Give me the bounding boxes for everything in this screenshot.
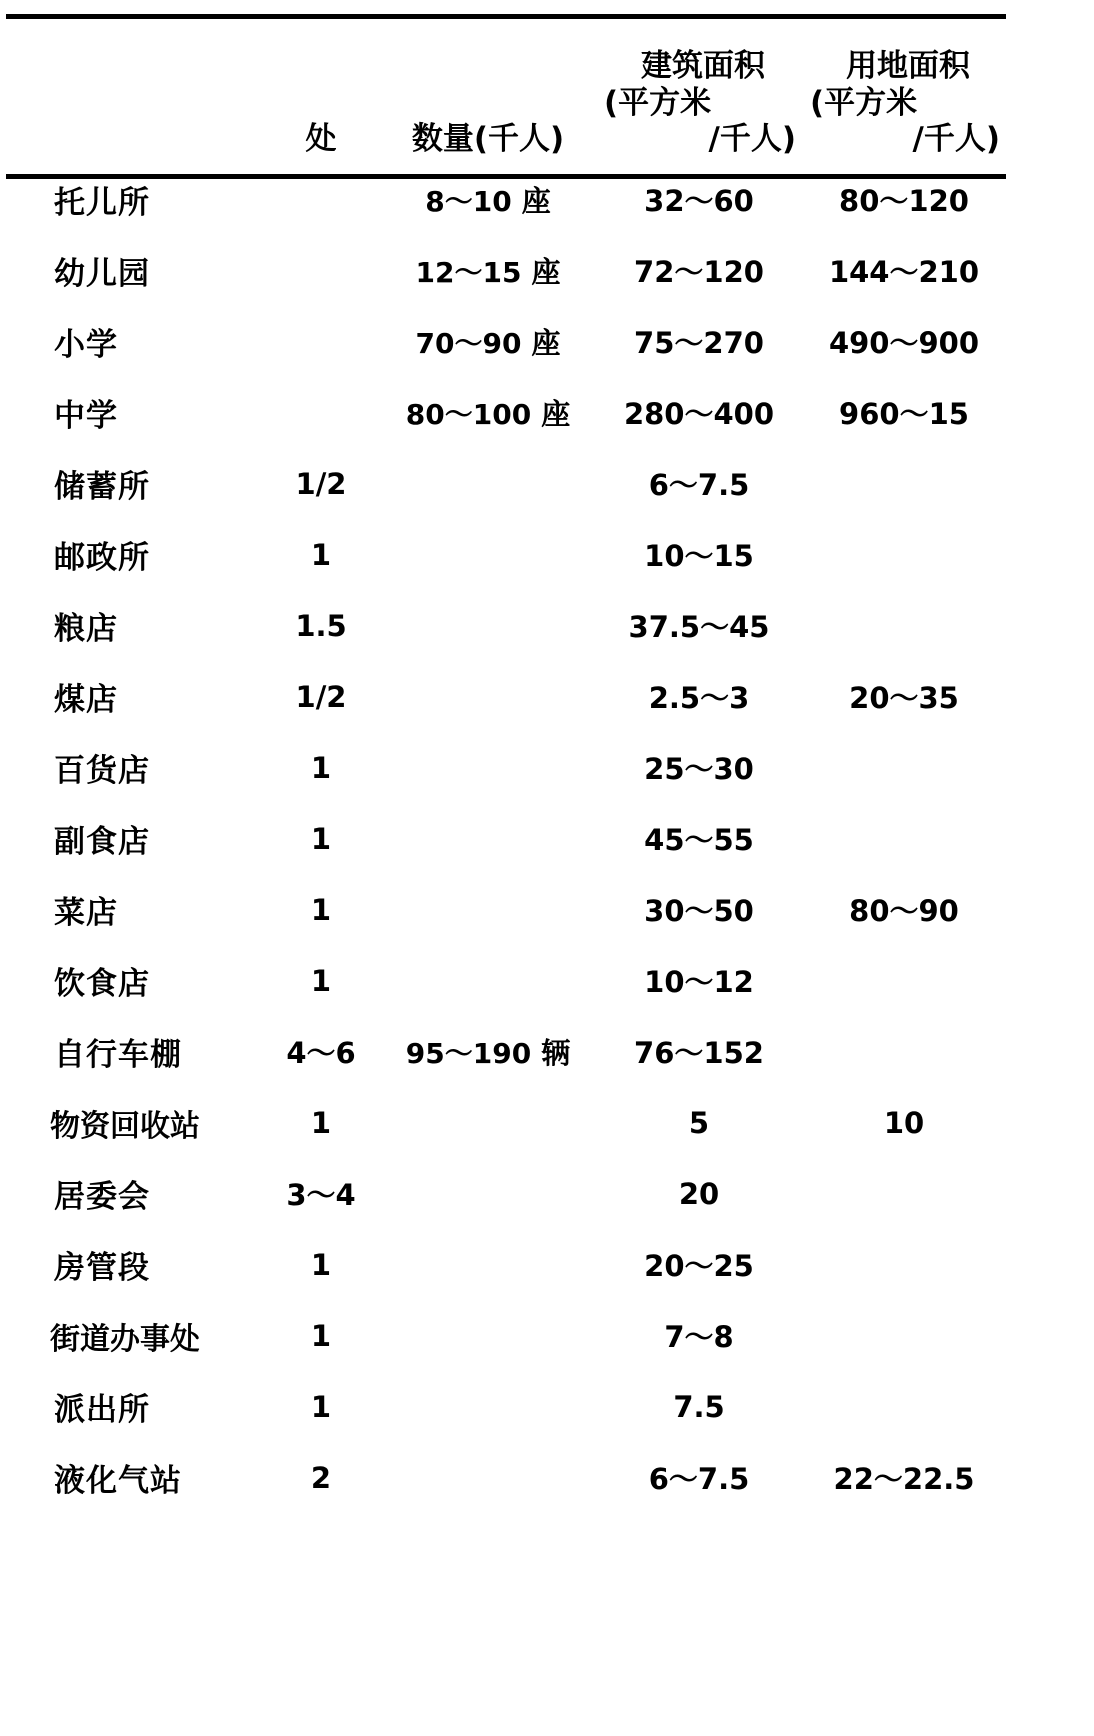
column-header-land-area-line3: /千人) [912,121,1000,158]
cell-quantity [380,1442,596,1513]
cell-facility-name: 菜店 [54,895,118,931]
table-row [6,1158,1006,1229]
table-header-row [6,8,1006,164]
cell-facility-name: 百货店 [54,753,150,789]
cell-quantity [380,661,596,732]
cell-building-area: 7.5 [673,1389,725,1424]
table-row [6,448,1006,519]
cell-land-area: 20～35 [849,681,959,715]
cell-facility-name: 储蓄所 [54,469,150,505]
cell-facility-name: 街道办事处 [50,1321,200,1357]
cell-quantity [380,945,596,1016]
cell-quantity-unit: 座 [531,255,561,289]
cell-building-area: 20 [678,1176,720,1211]
table-header-rule [6,174,1006,179]
cell-quantity [380,1300,596,1371]
column-header-quantity: 数量(千人) [411,121,565,158]
table-row [6,590,1006,661]
facility-specification-table [6,8,1006,1513]
cell-building-area: 6～7.5 [648,1462,750,1496]
table-row [6,306,1006,377]
column-header-building-area [596,8,802,164]
table-row [6,235,1006,306]
cell-land-area: 960～15 [839,397,969,431]
document-page [0,8,1094,1736]
column-header-building-area-line3: /千人) [708,121,796,158]
cell-facility-name: 派出所 [54,1392,150,1428]
cell-building-area: 76～152 [634,1036,764,1070]
cell-quantity [380,732,596,803]
table-row [6,1229,1006,1300]
cell-building-area: 280～400 [623,397,775,431]
cell-facility-name: 饮食店 [54,966,150,1002]
cell-facility-name: 液化气站 [54,1463,182,1499]
table-row [6,377,1006,448]
cell-land-area [802,1229,1006,1300]
cell-land-area [802,1300,1006,1371]
cell-land-area [802,732,1006,803]
cell-facility-name: 煤店 [54,682,118,718]
cell-quantity [380,803,596,874]
cell-quantity [380,448,596,519]
table-row [6,1300,1006,1371]
cell-chu: 1 [310,1318,332,1353]
cell-quantity [380,377,596,448]
cell-building-area: 2.5～3 [648,681,750,715]
cell-quantity [380,235,596,306]
cell-quantity [380,519,596,590]
column-header-land-area-line1: 用地面积 [846,48,970,85]
cell-quantity-unit: 座 [531,326,561,360]
table-row [6,1442,1006,1513]
cell-chu: 1 [310,1247,332,1282]
cell-building-area: 32～60 [644,184,754,218]
cell-building-area: 25～30 [644,752,754,786]
cell-chu: 1 [310,892,332,927]
cell-building-area: 20～25 [644,1249,754,1283]
cell-building-area: 6～7.5 [648,468,750,502]
cell-land-area: 10 [883,1105,925,1140]
cell-land-area [802,448,1006,519]
cell-quantity [380,1371,596,1442]
cell-building-area: 5 [688,1105,710,1140]
cell-land-area [802,1158,1006,1229]
cell-land-area: 144～210 [828,255,980,289]
column-header-building-area-line1: 建筑面积 [641,48,765,85]
cell-building-area: 72～120 [634,255,764,289]
table-row [6,519,1006,590]
cell-quantity-value: 95～190 [405,1037,532,1070]
table-body [6,164,1006,1513]
cell-facility-name: 副食店 [54,824,150,860]
column-header-land-area [802,8,1006,164]
cell-chu: 1 [310,537,332,572]
table-header [6,8,1006,164]
cell-chu: 3～4 [286,1178,356,1212]
cell-land-area [802,1371,1006,1442]
table-row [6,803,1006,874]
column-header-chu: 处 [305,121,337,158]
cell-facility-name: 幼儿园 [54,256,150,292]
column-header-building-area-line2: (平方米 [604,84,712,121]
cell-chu: 4～6 [286,1036,356,1070]
cell-quantity [380,1229,596,1300]
cell-quantity [380,1016,596,1087]
cell-facility-name: 托儿所 [54,185,150,221]
cell-quantity-value: 12～15 [415,256,522,289]
cell-building-area: 37.5～45 [628,610,770,644]
table-row [6,1087,1006,1158]
cell-facility-name: 小学 [54,327,118,363]
cell-quantity-unit: 座 [521,184,551,218]
cell-land-area: 80～90 [849,894,959,928]
cell-building-area: 75～270 [634,326,764,360]
column-header-land-area-line2: (平方米 [810,84,918,121]
cell-land-area [802,519,1006,590]
cell-quantity [380,1087,596,1158]
cell-quantity-unit: 座 [541,397,571,431]
cell-facility-name: 中学 [54,398,118,434]
cell-chu: 1 [310,1105,332,1140]
cell-building-area: 7～8 [664,1320,734,1354]
cell-land-area [802,945,1006,1016]
cell-land-area [802,590,1006,661]
cell-quantity [380,874,596,945]
cell-chu: 1 [310,1389,332,1424]
column-header-name [6,8,262,164]
cell-chu: 1 [310,750,332,785]
cell-quantity-unit: 辆 [541,1036,571,1070]
cell-quantity [380,590,596,661]
table-top-rule [6,14,1006,19]
cell-quantity [380,1158,596,1229]
cell-building-area: 10～12 [644,965,754,999]
cell-chu: 2 [310,1460,332,1495]
table-row [6,1016,1006,1087]
cell-land-area: 490～900 [828,326,980,360]
table-row [6,661,1006,732]
cell-chu [262,235,380,306]
cell-chu: 1/2 [295,466,347,501]
cell-facility-name: 邮政所 [54,540,150,576]
cell-land-area: 80～120 [839,184,969,218]
cell-facility-name: 房管段 [54,1250,150,1286]
cell-chu: 1 [310,821,332,856]
table-row [6,874,1006,945]
cell-chu: 1.5 [295,608,347,643]
cell-facility-name: 物资回收站 [50,1108,200,1144]
cell-facility-name: 粮店 [54,611,118,647]
cell-quantity-value: 8～10 [425,185,512,218]
table-row [6,945,1006,1016]
cell-chu [262,377,380,448]
cell-building-area: 45～55 [644,823,754,857]
cell-quantity-value: 80～100 [405,398,532,431]
table-row [6,1371,1006,1442]
cell-chu: 1/2 [295,679,347,714]
cell-chu: 1 [310,963,332,998]
cell-land-area [802,803,1006,874]
cell-chu [262,306,380,377]
table-row [6,732,1006,803]
cell-facility-name: 自行车棚 [54,1037,182,1073]
cell-facility-name: 居委会 [54,1179,150,1215]
cell-building-area: 30～50 [644,894,754,928]
cell-land-area: 22～22.5 [833,1462,975,1496]
cell-quantity [380,306,596,377]
cell-quantity-value: 70～90 [415,327,522,360]
cell-building-area: 10～15 [644,539,754,573]
cell-land-area [802,1016,1006,1087]
